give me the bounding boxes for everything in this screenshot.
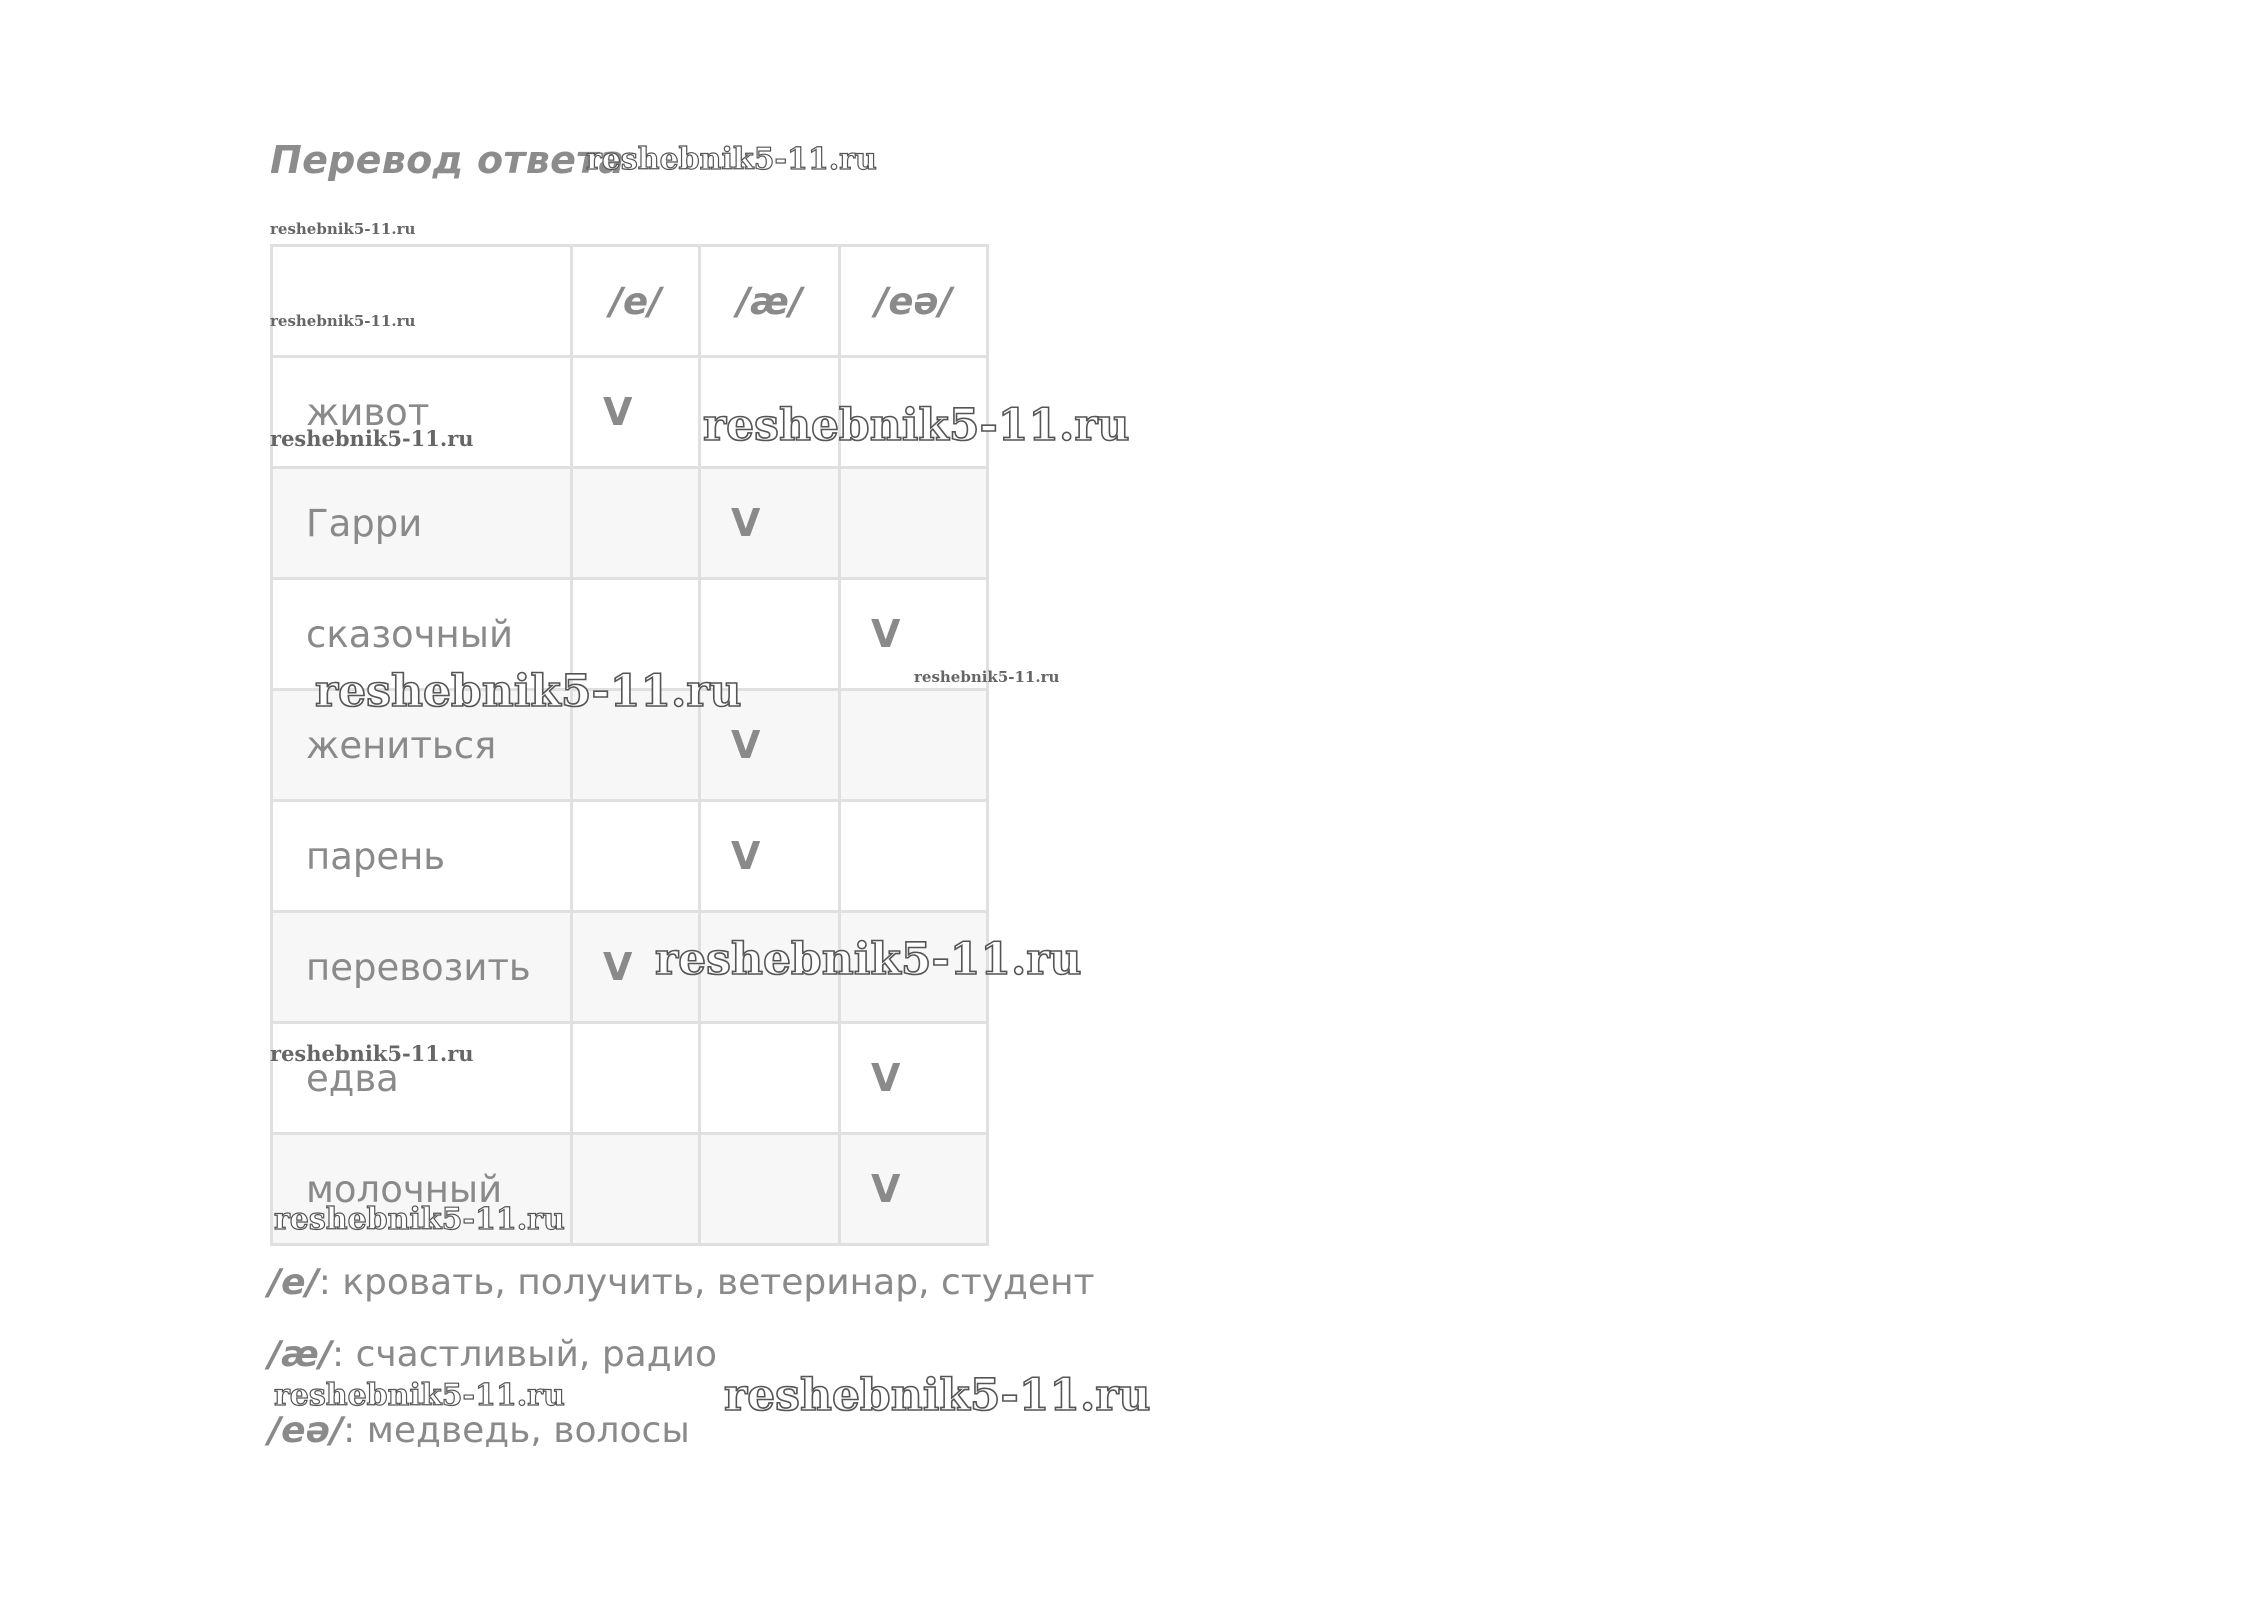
row-mark-e bbox=[572, 801, 700, 912]
row-mark-e: V bbox=[572, 357, 700, 468]
legend-line-ae bbox=[268, 1334, 717, 1375]
legend-line-e bbox=[268, 1262, 1095, 1303]
table-row bbox=[272, 801, 988, 912]
legend-symbol: /æ/ bbox=[268, 1334, 333, 1375]
page-title bbox=[270, 138, 624, 182]
row-mark-ae bbox=[700, 1023, 840, 1134]
row-mark-e bbox=[572, 1134, 700, 1245]
watermark: reshebnik5-11.ru bbox=[274, 1378, 565, 1413]
watermark: reshebnik5-11.ru bbox=[724, 1370, 1151, 1421]
row-mark-e bbox=[572, 1023, 700, 1134]
header-ea: /eə/ bbox=[840, 246, 988, 357]
legend-symbol: /eə/ bbox=[268, 1410, 344, 1451]
title-text: Перевод ответа bbox=[270, 138, 625, 182]
row-word: перевозить bbox=[272, 912, 572, 1023]
legend-line-ea bbox=[268, 1410, 690, 1451]
table-header-row bbox=[272, 246, 988, 357]
row-mark-ea bbox=[840, 801, 988, 912]
row-mark-ea bbox=[840, 468, 988, 579]
row-mark-ea: V bbox=[840, 579, 988, 690]
watermark: reshebnik5-11.ru bbox=[270, 312, 416, 330]
table-row bbox=[272, 468, 988, 579]
watermark: reshebnik5-11.ru bbox=[315, 666, 742, 717]
row-mark-e bbox=[572, 468, 700, 579]
row-mark-ae: V bbox=[700, 690, 840, 801]
legend-words: : медведь, волосы bbox=[343, 1410, 690, 1451]
watermark: reshebnik5-11.ru bbox=[586, 142, 877, 177]
row-word: молочный bbox=[272, 1134, 572, 1245]
row-word: жениться bbox=[272, 690, 572, 801]
row-mark-ae: V bbox=[700, 468, 840, 579]
watermark: reshebnik5-11.ru bbox=[270, 220, 416, 238]
legend-words: : счастливый, радио bbox=[332, 1334, 718, 1375]
sound-table bbox=[270, 244, 989, 1246]
row-mark-e: V bbox=[572, 912, 700, 1023]
watermark: reshebnik5-11.ru bbox=[270, 1041, 474, 1066]
row-word: едва bbox=[272, 1023, 572, 1134]
row-mark-ea: V bbox=[840, 1134, 988, 1245]
header-empty bbox=[272, 246, 572, 357]
row-mark-ae bbox=[700, 1134, 840, 1245]
watermark: reshebnik5-11.ru bbox=[914, 668, 1060, 686]
watermark: reshebnik5-11.ru bbox=[274, 1202, 565, 1237]
legend-words: : кровать, получить, ветеринар, студент bbox=[318, 1262, 1095, 1303]
table-row bbox=[272, 1023, 988, 1134]
watermark: reshebnik5-11.ru bbox=[270, 426, 474, 451]
row-word: сказочный bbox=[272, 579, 572, 690]
legend-symbol: /e/ bbox=[268, 1262, 319, 1303]
watermark: reshebnik5-11.ru bbox=[655, 934, 1082, 985]
row-mark-ea: V bbox=[840, 1023, 988, 1134]
row-word: живот bbox=[272, 357, 572, 468]
row-mark-ae: V bbox=[700, 801, 840, 912]
header-e: /e/ bbox=[572, 246, 700, 357]
header-ae: /æ/ bbox=[700, 246, 840, 357]
row-word: парень bbox=[272, 801, 572, 912]
row-word: Гарри bbox=[272, 468, 572, 579]
row-mark-ea bbox=[840, 690, 988, 801]
watermark: reshebnik5-11.ru bbox=[703, 400, 1130, 451]
